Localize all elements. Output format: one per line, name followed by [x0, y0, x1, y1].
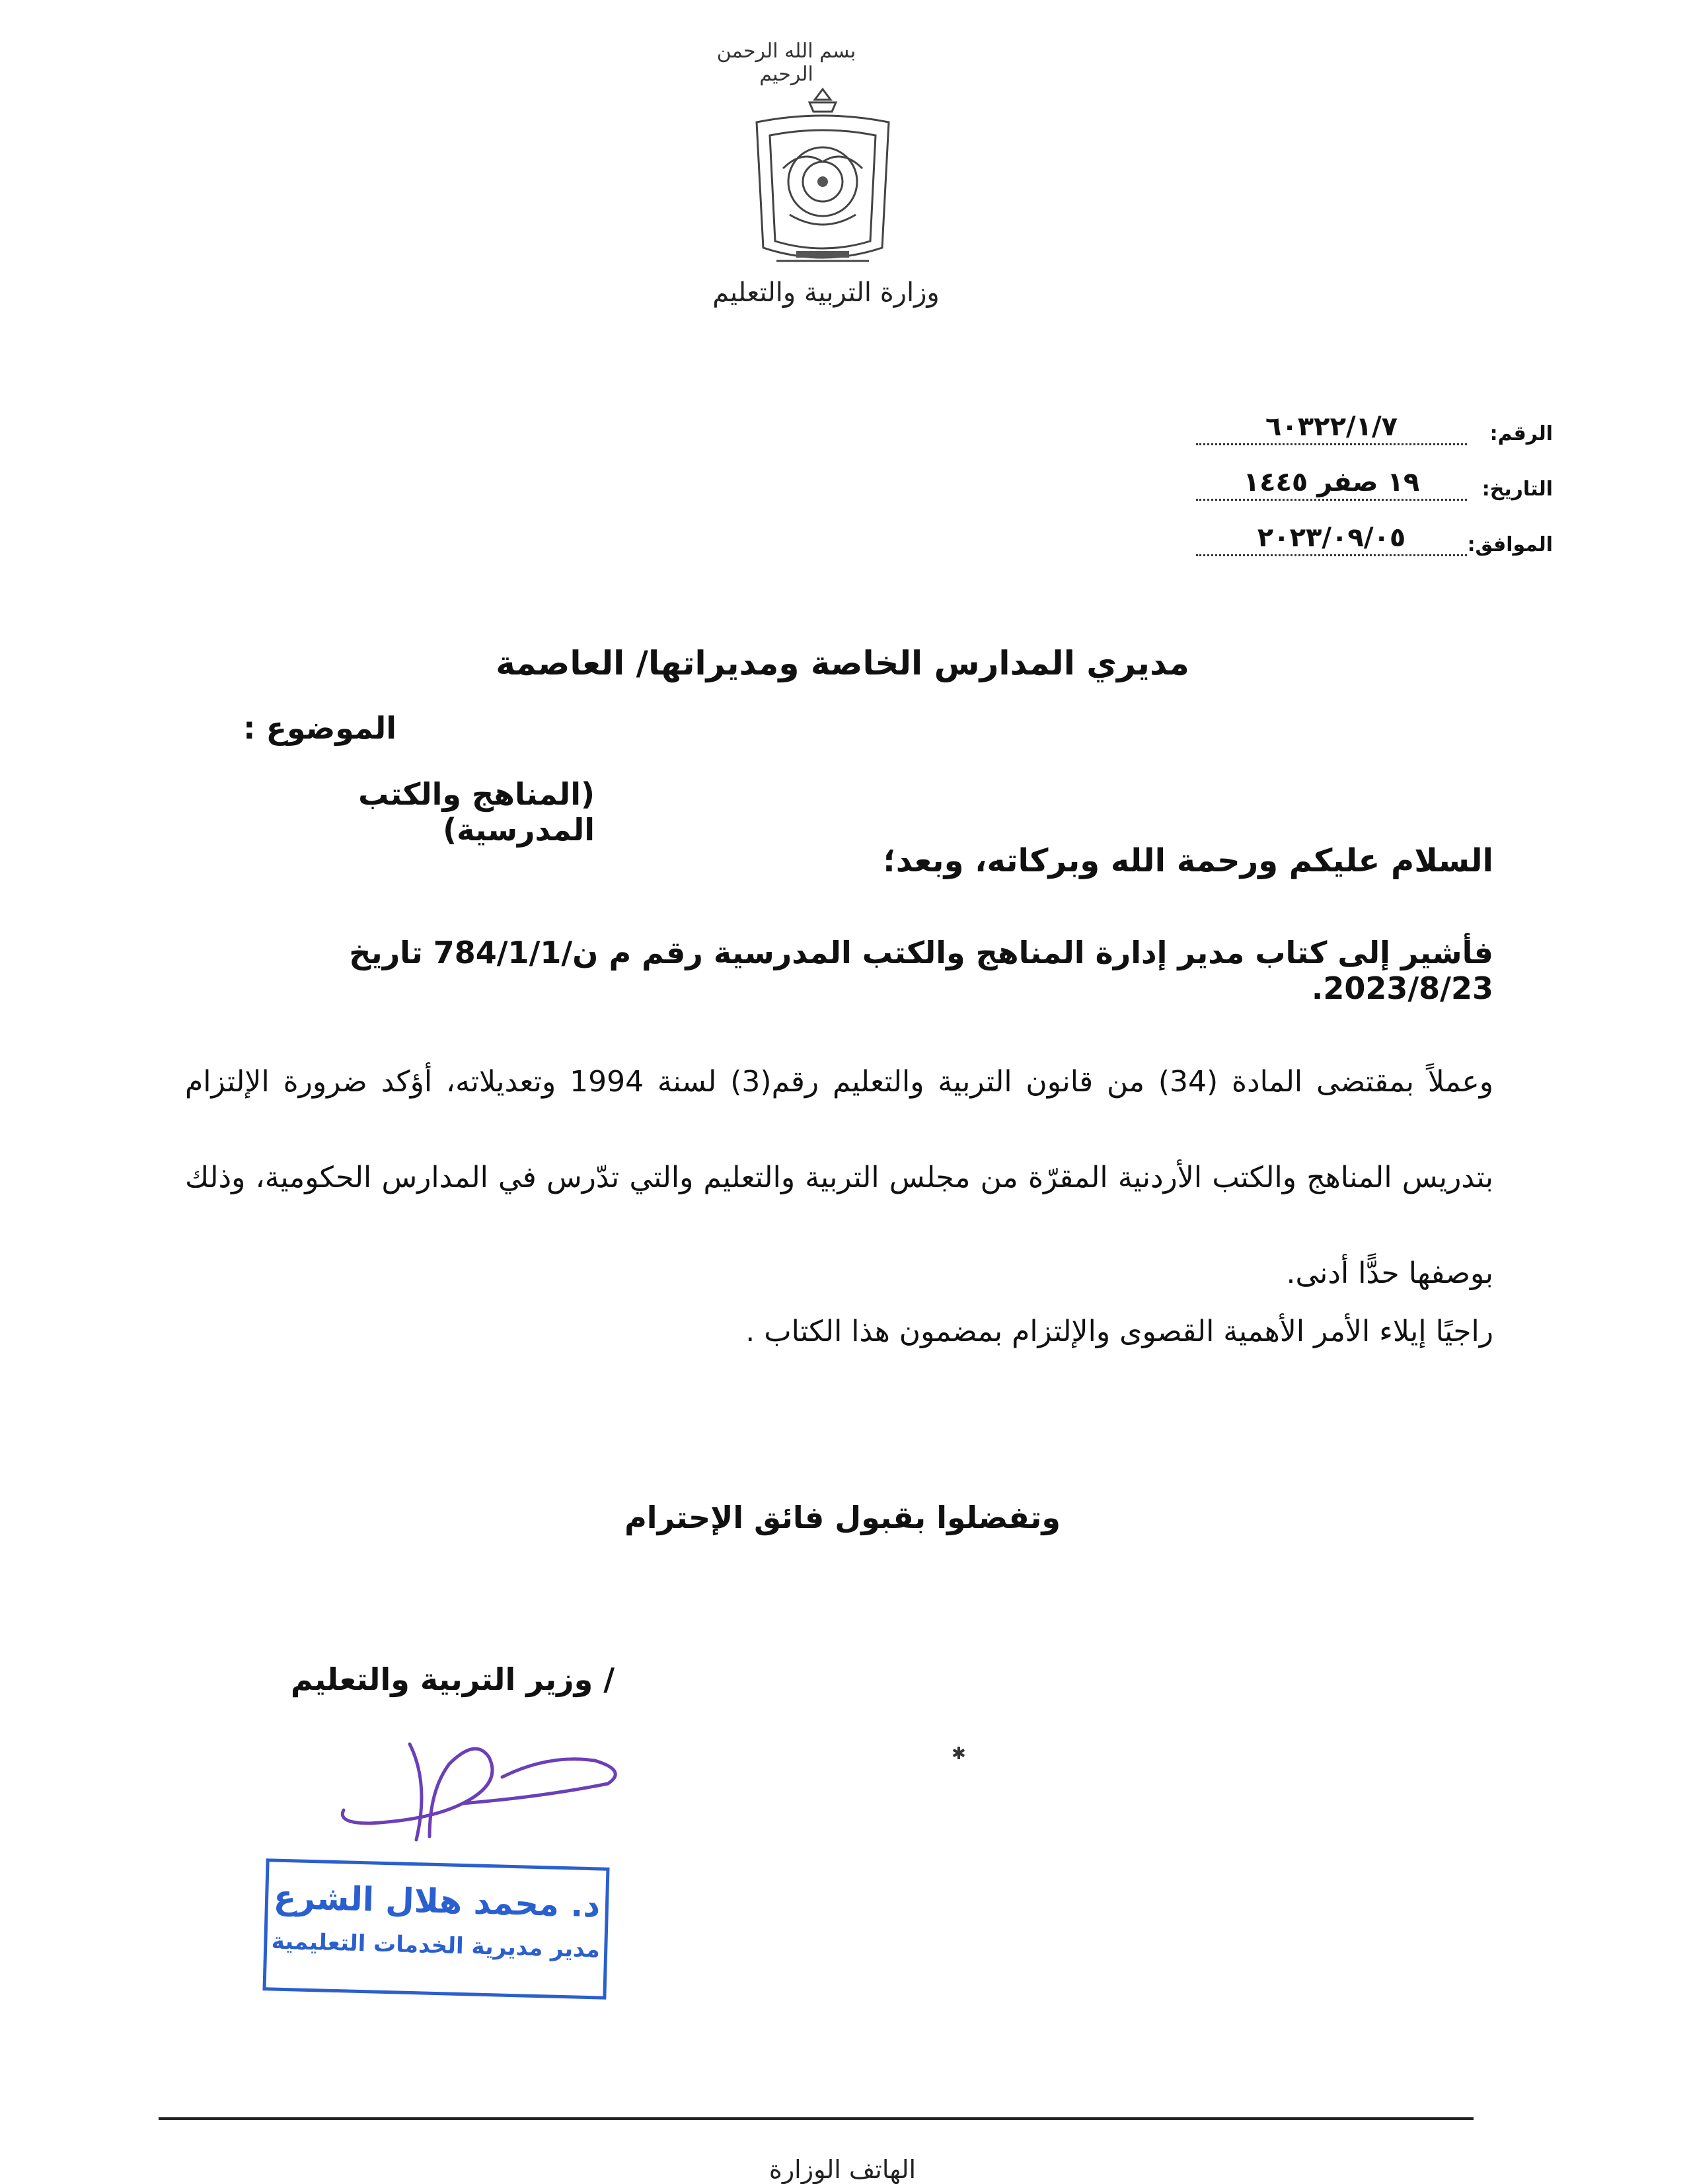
body-paragraph: وعملاً بمقتضى المادة (34) من قانون التربية والتعليم رقم(3) لسنة 1994 وتعديلاته، أؤكد ضرورة الإلتزام بتدريس المناهج والكتب الأردنية المقرّة من مجلس التربية والتعليم والتي تدّرس في المدارس الحكومية، وذلك بوصفها حدًّا أدنى.	[185, 1065, 1494, 1290]
official-stamp	[262, 1858, 609, 2000]
hijri-date-value: ١٩ صفر ١٤٤٥	[1196, 467, 1467, 501]
hijri-date-row	[1024, 445, 1553, 501]
gregorian-date-value: ٢٠٢٣/٠٩/٠٥	[1196, 523, 1467, 556]
stamp-title: مدير مديرية الخدمات التعليمية	[271, 1928, 601, 1963]
stamp-name: د. محمد هلال الشرع	[273, 1877, 601, 1925]
reference-number-row	[1024, 390, 1553, 445]
footer-divider	[159, 2117, 1474, 2120]
ministry-name: وزارة التربية والتعليم	[712, 277, 940, 308]
bismillah-header: بسم الله الرحمن الرحيم	[716, 40, 856, 86]
closing-request: راجيًا إيلاء الأمر الأهمية القصوى والإلتزام بمضمون هذا الكتاب .	[745, 1315, 1493, 1348]
gregorian-date-row	[1024, 501, 1553, 556]
reference-block	[1024, 390, 1553, 556]
reference-paragraph: فأشير إلى كتاب مدير إدارة المناهج والكتب المدرسية رقم م ن/784/1/1 تاريخ 2023/8/23.	[349, 935, 1493, 1006]
footer-text: الهاتف الوزارة	[768, 2155, 917, 2184]
reference-number-label: الرقم:	[1489, 422, 1553, 445]
greeting: السلام عليكم ورحمة الله وبركاته، وبعد؛	[883, 842, 1493, 879]
subject-text: (المناهج والكتب المدرسية)	[358, 776, 595, 848]
scan-speck: ✱	[952, 1744, 966, 1764]
coat-of-arms-emblem	[737, 83, 909, 281]
signatory-title: / وزير التربية والتعليم	[290, 1661, 615, 1697]
subject-label: الموضوع :	[243, 710, 396, 746]
handwritten-signature	[330, 1724, 634, 1843]
hijri-date-label: التاريخ:	[1481, 478, 1553, 501]
regards-line: وتفضلوا بقبول فائق الإحترام	[624, 1500, 1061, 1535]
gregorian-date-label: الموافق:	[1467, 533, 1553, 556]
recipient-line: مديري المدارس الخاصة ومديراتها/ العاصمة	[496, 644, 1189, 682]
reference-number-value: ٦٠٣٢٢/١/٧	[1196, 412, 1467, 445]
